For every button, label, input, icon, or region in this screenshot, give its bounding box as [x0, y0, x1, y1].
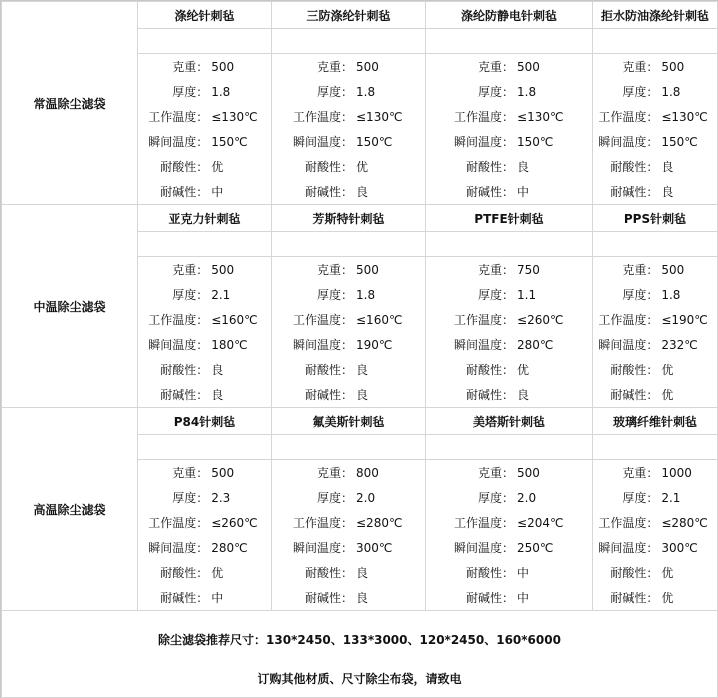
- property-label: 厚度：: [478, 491, 515, 505]
- property-label: 克重：: [316, 466, 353, 480]
- property-line: [138, 179, 271, 204]
- property-value: 良: [517, 388, 530, 402]
- property-value: 232℃: [661, 337, 698, 352]
- property-label: 厚度：: [316, 288, 353, 302]
- property-value: 良: [356, 591, 369, 605]
- property-value: 500: [211, 262, 235, 277]
- property-value: 2.0: [356, 490, 376, 505]
- property-label: 工作温度：: [454, 516, 515, 530]
- product-title: 氟美斯针刺毡: [272, 408, 426, 435]
- property-line: [272, 560, 425, 585]
- product-properties: [426, 54, 593, 205]
- product-properties: [426, 257, 593, 408]
- property-value: 2.1: [661, 490, 681, 505]
- property-value: 150℃: [517, 134, 554, 149]
- product-title: 美塔斯针刺毡: [426, 408, 593, 435]
- property-line: [593, 332, 717, 357]
- property-value: 中: [517, 566, 530, 580]
- property-label: 克重：: [316, 263, 353, 277]
- spacer-cell: [593, 232, 718, 257]
- property-value: 优: [517, 363, 530, 377]
- property-line: [593, 382, 717, 407]
- property-label: 耐酸性：: [160, 566, 209, 580]
- property-label: 厚度：: [478, 288, 515, 302]
- property-value: 500: [356, 262, 379, 277]
- property-line: [138, 282, 271, 307]
- property-label: 耐酸性：: [160, 363, 209, 377]
- product-title: 三防涤纶针刺毡: [272, 2, 426, 29]
- property-label: 瞬间温度：: [292, 338, 353, 352]
- product-title: 芳斯特针刺毡: [272, 205, 426, 232]
- property-value: 2.1: [211, 287, 231, 302]
- property-value: ≤204℃: [517, 515, 564, 530]
- property-line: [593, 585, 717, 610]
- property-value: ≤260℃: [517, 312, 564, 327]
- property-label: 克重：: [478, 60, 515, 74]
- product-title: 亚克力针刺毡: [138, 205, 272, 232]
- property-value: 中: [211, 185, 224, 199]
- property-line: [426, 179, 592, 204]
- property-value: 500: [356, 59, 379, 74]
- property-line: [272, 535, 425, 560]
- property-line: [272, 460, 425, 485]
- property-label: 瞬间温度：: [148, 135, 209, 149]
- property-line: [272, 257, 425, 282]
- property-label: 瞬间温度：: [454, 541, 515, 555]
- property-label: 耐酸性：: [304, 363, 353, 377]
- property-line: [426, 79, 592, 104]
- property-value: 优: [356, 160, 369, 174]
- product-properties: [272, 257, 426, 408]
- property-label: 耐碱性：: [610, 591, 659, 605]
- property-label: 耐碱性：: [466, 185, 515, 199]
- property-label: 耐酸性：: [466, 566, 515, 580]
- property-line: [138, 382, 271, 407]
- product-title: PTFE针刺毡: [426, 205, 593, 232]
- product-title: 玻璃纤维针刺毡: [593, 408, 718, 435]
- group-name: 中温除尘滤袋: [2, 205, 138, 408]
- property-label: 耐碱性：: [304, 591, 353, 605]
- property-value: 良: [661, 160, 674, 174]
- property-line: [593, 307, 717, 332]
- property-value: ≤130℃: [211, 109, 258, 124]
- property-label: 耐酸性：: [304, 566, 353, 580]
- spacer-cell: [272, 232, 426, 257]
- property-value: 500: [661, 59, 685, 74]
- property-line: [426, 535, 592, 560]
- property-line: [593, 154, 717, 179]
- property-value: 良: [517, 160, 530, 174]
- property-label: 瞬间温度：: [598, 338, 659, 352]
- spacer-cell: [138, 29, 272, 54]
- property-value: 190℃: [356, 337, 393, 352]
- property-line: [272, 357, 425, 382]
- group-header-row: [2, 408, 718, 435]
- property-label: 厚度：: [316, 491, 353, 505]
- product-properties: [593, 54, 718, 205]
- property-value: 良: [356, 566, 369, 580]
- spacer-cell: [593, 435, 718, 460]
- property-value: 1.8: [661, 287, 681, 302]
- property-label: 瞬间温度：: [148, 541, 209, 555]
- property-value: 1.8: [211, 84, 231, 99]
- property-line: [593, 535, 717, 560]
- property-value: 500: [517, 465, 540, 480]
- property-line: [272, 179, 425, 204]
- property-label: 厚度：: [622, 491, 659, 505]
- property-label: 耐酸性：: [466, 363, 515, 377]
- property-label: 工作温度：: [598, 516, 659, 530]
- property-label: 瞬间温度：: [454, 338, 515, 352]
- property-value: 1000: [661, 465, 692, 480]
- property-line: [426, 282, 592, 307]
- property-value: ≤130℃: [661, 109, 708, 124]
- filter-bag-spec-table: [1, 1, 718, 698]
- property-value: 优: [211, 566, 224, 580]
- property-value: 500: [211, 465, 235, 480]
- property-label: 耐酸性：: [160, 160, 209, 174]
- property-line: [272, 485, 425, 510]
- property-label: 耐碱性：: [160, 591, 209, 605]
- property-line: [593, 129, 717, 154]
- property-value: 2.3: [211, 490, 231, 505]
- property-line: [426, 54, 592, 79]
- property-line: [426, 382, 592, 407]
- property-value: 180℃: [211, 337, 248, 352]
- property-line: [593, 79, 717, 104]
- property-line: [272, 585, 425, 610]
- recommended-sizes-text: 除尘滤袋推荐尺寸：130*2450、133*3000、120*2450、160*6000: [158, 633, 561, 647]
- property-line: [593, 510, 717, 535]
- property-line: [426, 332, 592, 357]
- property-line: [138, 307, 271, 332]
- property-label: 耐酸性：: [304, 160, 353, 174]
- property-line: [593, 179, 717, 204]
- property-label: 厚度：: [172, 288, 209, 302]
- property-label: 耐酸性：: [610, 363, 659, 377]
- property-line: [426, 307, 592, 332]
- property-label: 耐碱性：: [610, 185, 659, 199]
- property-value: 中: [517, 185, 530, 199]
- property-value: 800: [356, 465, 379, 480]
- property-label: 耐碱性：: [160, 388, 209, 402]
- property-line: [138, 460, 271, 485]
- product-properties: [593, 257, 718, 408]
- property-label: 瞬间温度：: [454, 135, 515, 149]
- property-label: 克重：: [622, 466, 659, 480]
- property-value: 1.8: [517, 84, 537, 99]
- property-line: [426, 257, 592, 282]
- property-line: [138, 129, 271, 154]
- property-line: [593, 104, 717, 129]
- property-label: 厚度：: [478, 85, 515, 99]
- property-label: 工作温度：: [292, 110, 353, 124]
- property-label: 厚度：: [622, 288, 659, 302]
- property-value: ≤130℃: [517, 109, 564, 124]
- property-label: 耐酸性：: [610, 566, 659, 580]
- property-line: [593, 54, 717, 79]
- property-label: 工作温度：: [598, 110, 659, 124]
- spacer-cell: [138, 232, 272, 257]
- property-label: 克重：: [478, 263, 515, 277]
- property-label: 耐酸性：: [610, 160, 659, 174]
- property-line: [593, 460, 717, 485]
- property-line: [426, 560, 592, 585]
- property-label: 瞬间温度：: [598, 135, 659, 149]
- property-label: 厚度：: [172, 85, 209, 99]
- property-value: 250℃: [517, 540, 554, 555]
- property-line: [138, 332, 271, 357]
- property-value: 750: [517, 262, 540, 277]
- product-properties: [272, 460, 426, 611]
- property-value: 150℃: [356, 134, 393, 149]
- property-label: 耐碱性：: [160, 185, 209, 199]
- product-title: 涤纶防静电针刺毡: [426, 2, 593, 29]
- property-label: 厚度：: [622, 85, 659, 99]
- property-value: ≤280℃: [661, 515, 708, 530]
- property-line: [426, 460, 592, 485]
- product-title: 涤纶针刺毡: [138, 2, 272, 29]
- spacer-cell: [138, 435, 272, 460]
- property-value: 良: [661, 185, 674, 199]
- property-label: 耐碱性：: [610, 388, 659, 402]
- property-value: 280℃: [517, 337, 554, 352]
- property-line: [272, 154, 425, 179]
- property-label: 工作温度：: [148, 516, 209, 530]
- property-value: 500: [517, 59, 540, 74]
- property-label: 耐碱性：: [466, 591, 515, 605]
- property-line: [272, 54, 425, 79]
- property-line: [138, 585, 271, 610]
- property-line: [272, 129, 425, 154]
- property-line: [138, 54, 271, 79]
- property-line: [272, 104, 425, 129]
- property-label: 瞬间温度：: [292, 135, 353, 149]
- property-value: ≤160℃: [211, 312, 258, 327]
- property-value: 1.1: [517, 287, 537, 302]
- property-value: ≤280℃: [356, 515, 403, 530]
- property-line: [593, 257, 717, 282]
- property-label: 工作温度：: [598, 313, 659, 327]
- property-label: 厚度：: [316, 85, 353, 99]
- property-line: [426, 129, 592, 154]
- property-line: [272, 307, 425, 332]
- spacer-cell: [272, 29, 426, 54]
- spacer-cell: [593, 29, 718, 54]
- property-label: 克重：: [172, 263, 209, 277]
- group-header-row: [2, 205, 718, 232]
- product-title: PPS针刺毡: [593, 205, 718, 232]
- property-line: [272, 79, 425, 104]
- property-line: [138, 79, 271, 104]
- property-line: [272, 332, 425, 357]
- property-label: 克重：: [172, 466, 209, 480]
- property-line: [138, 257, 271, 282]
- spacer-cell: [272, 435, 426, 460]
- property-value: 280℃: [211, 540, 248, 555]
- property-label: 厚度：: [172, 491, 209, 505]
- property-value: 300℃: [661, 540, 698, 555]
- product-title: 拒水防油涤纶针刺毡: [593, 2, 718, 29]
- property-line: [138, 510, 271, 535]
- property-line: [426, 485, 592, 510]
- property-line: [138, 485, 271, 510]
- property-value: 良: [356, 363, 369, 377]
- product-properties: [138, 54, 272, 205]
- property-label: 瞬间温度：: [598, 541, 659, 555]
- product-properties: [272, 54, 426, 205]
- footer: [2, 611, 718, 698]
- product-properties: [138, 257, 272, 408]
- property-label: 工作温度：: [148, 110, 209, 124]
- property-value: 500: [661, 262, 685, 277]
- property-line: [272, 382, 425, 407]
- property-label: 工作温度：: [292, 313, 353, 327]
- property-line: [138, 104, 271, 129]
- property-value: 1.8: [356, 84, 376, 99]
- property-line: [138, 154, 271, 179]
- property-value: 1.8: [356, 287, 376, 302]
- spacer-cell: [426, 435, 593, 460]
- property-label: 克重：: [172, 60, 209, 74]
- property-line: [272, 510, 425, 535]
- contact-text: 订购其他材质、尺寸除尘布袋，请致电: [257, 672, 462, 686]
- property-value: 500: [211, 59, 235, 74]
- property-value: 2.0: [517, 490, 537, 505]
- property-label: 耐碱性：: [304, 388, 353, 402]
- property-value: 中: [211, 591, 224, 605]
- product-properties: [593, 460, 718, 611]
- group-name: 高温除尘滤袋: [2, 408, 138, 611]
- property-label: 克重：: [316, 60, 353, 74]
- property-label: 克重：: [622, 60, 659, 74]
- group-name: 常温除尘滤袋: [2, 2, 138, 205]
- property-value: 优: [661, 363, 674, 377]
- property-line: [138, 535, 271, 560]
- property-line: [593, 357, 717, 382]
- property-label: 工作温度：: [454, 110, 515, 124]
- property-line: [426, 154, 592, 179]
- property-value: 优: [211, 160, 224, 174]
- property-value: 良: [211, 363, 224, 377]
- property-label: 耐酸性：: [466, 160, 515, 174]
- property-line: [138, 357, 271, 382]
- property-label: 耐碱性：: [466, 388, 515, 402]
- product-title: P84针刺毡: [138, 408, 272, 435]
- property-line: [593, 282, 717, 307]
- property-line: [426, 104, 592, 129]
- property-line: [426, 510, 592, 535]
- property-value: ≤160℃: [356, 312, 403, 327]
- property-value: ≤260℃: [211, 515, 258, 530]
- property-value: 优: [661, 388, 674, 402]
- property-value: 1.8: [661, 84, 681, 99]
- property-line: [593, 485, 717, 510]
- property-line: [426, 357, 592, 382]
- property-value: ≤130℃: [356, 109, 403, 124]
- property-label: 工作温度：: [148, 313, 209, 327]
- property-value: 150℃: [661, 134, 698, 149]
- property-value: 优: [661, 566, 674, 580]
- property-line: [426, 585, 592, 610]
- property-label: 耐碱性：: [304, 185, 353, 199]
- property-label: 克重：: [622, 263, 659, 277]
- property-value: 良: [356, 185, 369, 199]
- spacer-cell: [426, 29, 593, 54]
- property-value: 150℃: [211, 134, 248, 149]
- property-value: 优: [661, 591, 674, 605]
- property-label: 工作温度：: [454, 313, 515, 327]
- property-value: 中: [517, 591, 530, 605]
- property-label: 工作温度：: [292, 516, 353, 530]
- property-line: [593, 560, 717, 585]
- property-value: 300℃: [356, 540, 393, 555]
- property-line: [138, 560, 271, 585]
- property-label: 瞬间温度：: [292, 541, 353, 555]
- property-value: ≤190℃: [661, 312, 708, 327]
- property-label: 克重：: [478, 466, 515, 480]
- product-properties: [138, 460, 272, 611]
- property-line: [272, 282, 425, 307]
- group-header-row: [2, 2, 718, 29]
- property-value: 良: [356, 388, 369, 402]
- property-label: 瞬间温度：: [148, 338, 209, 352]
- spacer-cell: [426, 232, 593, 257]
- product-properties: [426, 460, 593, 611]
- property-value: 良: [211, 388, 224, 402]
